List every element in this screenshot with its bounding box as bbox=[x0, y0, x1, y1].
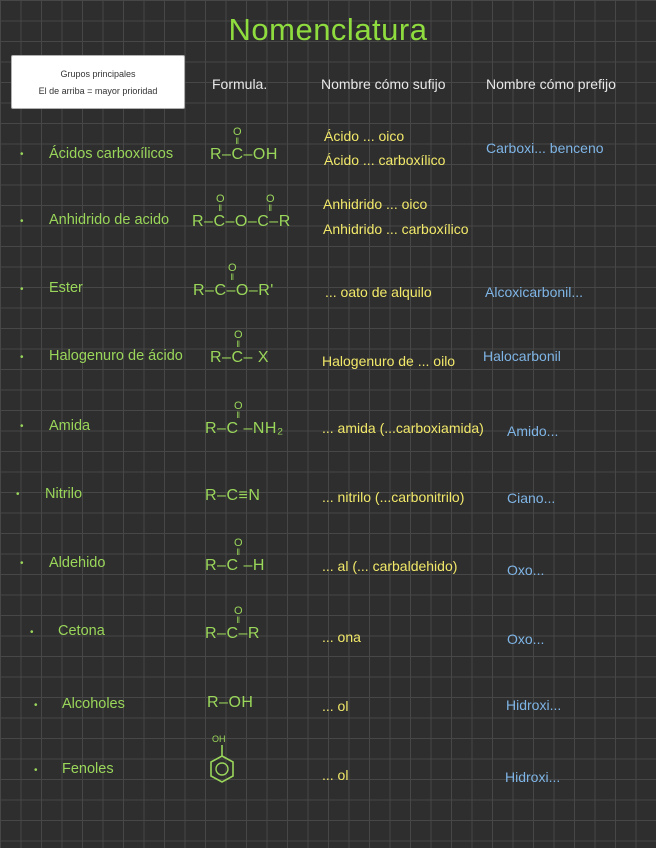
prefix-acidos: Carboxi... benceno bbox=[486, 140, 604, 156]
bullet: • bbox=[34, 765, 38, 776]
formula-amida: O ‖ R–C –NH₂ bbox=[205, 400, 284, 437]
legend-line-1: Grupos principales bbox=[60, 69, 136, 79]
bullet: • bbox=[30, 627, 34, 638]
group-name-anhidrido: Anhidrido de acido bbox=[49, 212, 170, 228]
prefix-alcoholes: Hidroxi... bbox=[506, 697, 562, 713]
suffix-acidos-2: Ácido ... carboxílico bbox=[324, 152, 446, 168]
header-formula: Formula. bbox=[212, 76, 268, 92]
suffix-amida: ... amida (...carboxiamida) bbox=[322, 420, 484, 436]
formula-alcoholes: R–OH bbox=[207, 694, 254, 711]
suffix-anhidrido-2: Anhidrido ... carboxílico bbox=[323, 221, 469, 237]
bullet: • bbox=[20, 421, 24, 432]
carbonyl-oxygen: O ‖ bbox=[266, 193, 276, 213]
formula-anhidrido: O ‖ O ‖ R–C–O–C–R bbox=[192, 193, 291, 230]
suffix-alcoholes: ... ol bbox=[322, 698, 349, 714]
legend-line-2: El de arriba = mayor prioridad bbox=[38, 86, 158, 96]
prefix-nitrilo: Ciano... bbox=[507, 490, 556, 506]
group-name-ester: Ester bbox=[49, 280, 83, 296]
bullet: • bbox=[20, 352, 24, 363]
group-name-nitrilo: Nitrilo bbox=[45, 486, 83, 502]
formula-aldehido: O ‖ R–C –H bbox=[205, 537, 265, 574]
prefix-ester: Alcoxicarbonil... bbox=[485, 284, 584, 300]
suffix-aldehido: ... al (... carbaldehido) bbox=[322, 558, 458, 574]
carbonyl-oxygen: O ‖ bbox=[233, 126, 243, 146]
carbonyl-oxygen: O ‖ bbox=[228, 262, 238, 282]
bullet: • bbox=[16, 489, 20, 500]
group-name-aldehido: Aldehido bbox=[49, 555, 106, 571]
carbonyl-oxygen: O ‖ bbox=[234, 537, 244, 557]
carbonyl-oxygen: O ‖ bbox=[216, 193, 226, 213]
priority-legend bbox=[11, 55, 185, 109]
bullet: • bbox=[20, 216, 24, 227]
group-name-halogenuro: Halogenuro de ácido bbox=[49, 348, 183, 364]
bullet: • bbox=[20, 284, 24, 295]
formula-halogenuro: O ‖ R–C– X bbox=[210, 329, 270, 366]
formula-nitrilo: R–C≡N bbox=[205, 487, 261, 504]
formula-ester: O ‖ R–C–O–R' bbox=[193, 262, 274, 299]
carbonyl-oxygen: O ‖ bbox=[234, 400, 244, 420]
suffix-anhidrido-1: Anhidrido ... oico bbox=[323, 196, 428, 212]
prefix-aldehido: Oxo... bbox=[507, 562, 545, 578]
prefix-cetona: Oxo... bbox=[507, 631, 545, 647]
page-title: Nomenclatura bbox=[228, 12, 428, 47]
carbonyl-oxygen: O ‖ bbox=[234, 329, 244, 349]
group-name-fenoles: Fenoles bbox=[62, 761, 114, 777]
suffix-cetona: ... ona bbox=[322, 629, 361, 645]
bullet: • bbox=[34, 700, 38, 711]
hydroxyl-label: OH bbox=[212, 734, 226, 744]
benzene-ring-icon bbox=[204, 734, 240, 792]
header-suffix: Nombre cómo sufijo bbox=[321, 76, 446, 92]
phenol-structure bbox=[204, 734, 240, 792]
bullet: • bbox=[20, 558, 24, 569]
group-name-amida: Amida bbox=[49, 418, 91, 434]
suffix-ester: ... oato de alquilo bbox=[325, 284, 432, 300]
carbonyl-oxygen: O ‖ bbox=[234, 605, 244, 625]
formula-cetona: O ‖ R–C–R bbox=[205, 605, 260, 642]
formula-acidos: O ‖ R–C–OH bbox=[210, 126, 278, 163]
prefix-halogenuro: Halocarbonil bbox=[483, 348, 561, 364]
group-name-cetona: Cetona bbox=[58, 623, 105, 639]
suffix-fenoles: ... ol bbox=[322, 767, 349, 783]
bullet: • bbox=[20, 149, 24, 160]
suffix-acidos-1: Ácido ... oico bbox=[324, 128, 405, 144]
prefix-fenoles: Hidroxi... bbox=[505, 769, 561, 785]
group-name-alcoholes: Alcoholes bbox=[62, 696, 125, 712]
prefix-amida: Amido... bbox=[507, 423, 559, 439]
suffix-nitrilo: ... nitrilo (...carbonitrilo) bbox=[322, 489, 465, 505]
suffix-halogenuro: Halogenuro de ... oilo bbox=[322, 353, 456, 369]
header-prefix: Nombre cómo prefijo bbox=[486, 76, 616, 92]
group-name-acidos: Ácidos carboxílicos bbox=[49, 146, 174, 162]
